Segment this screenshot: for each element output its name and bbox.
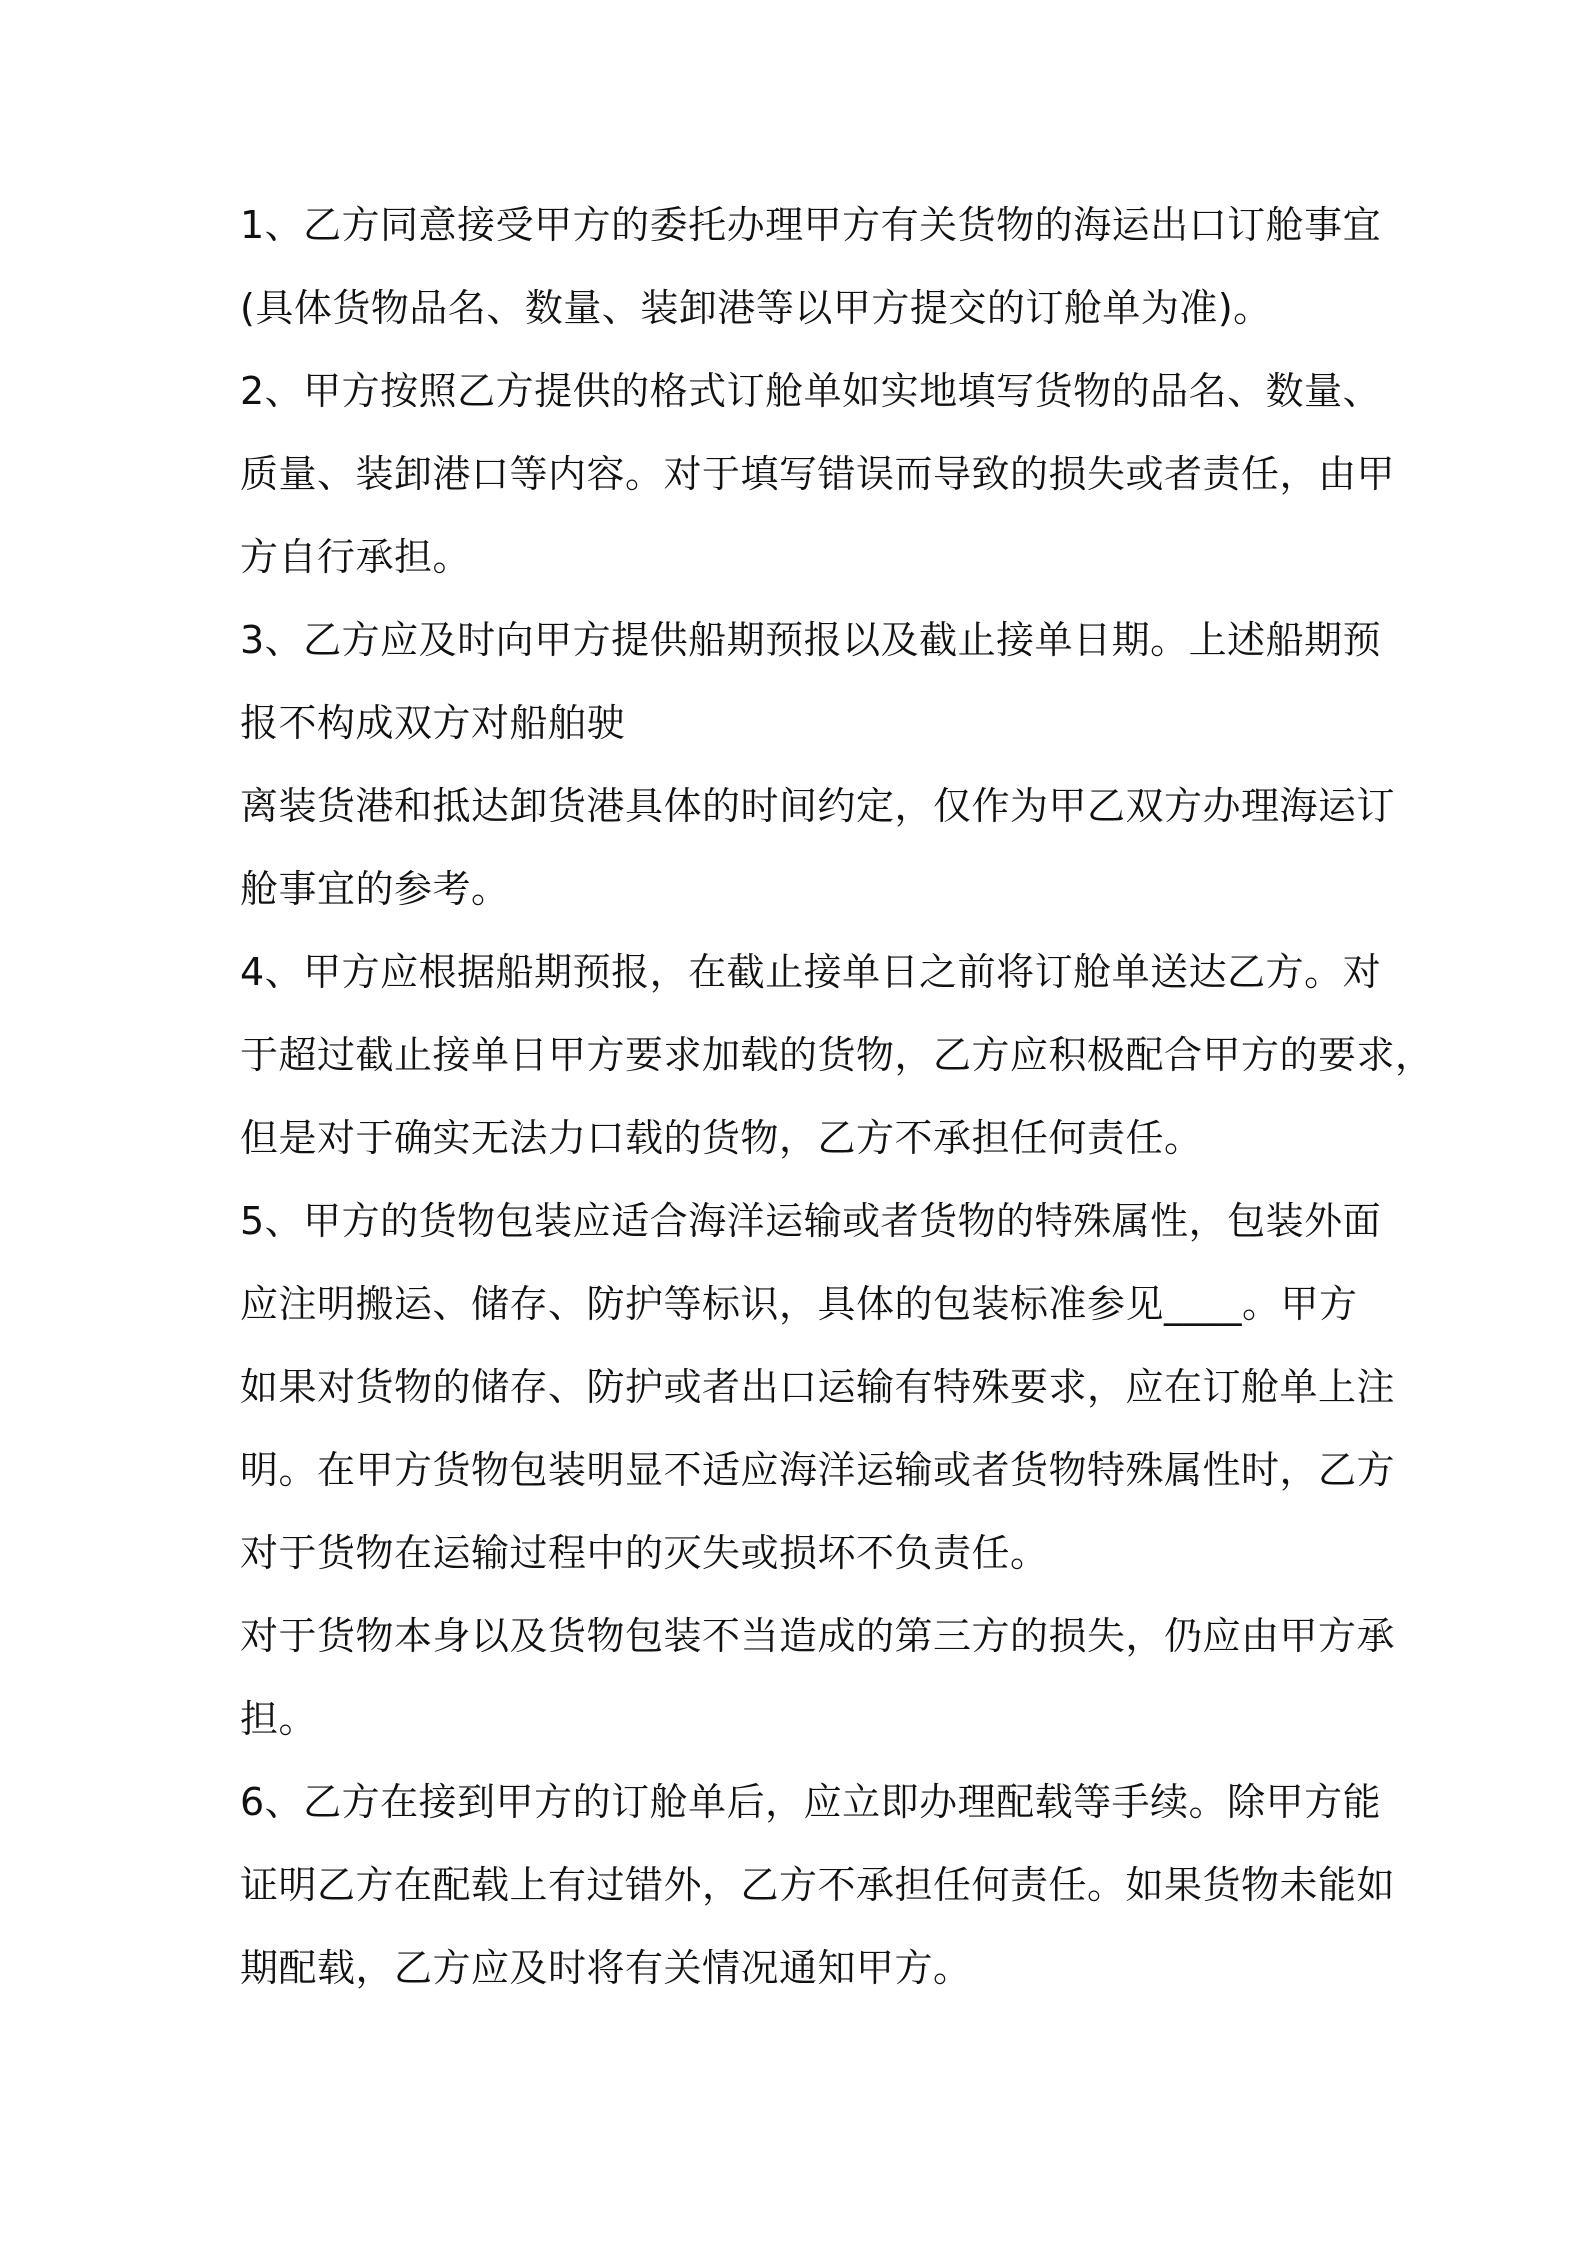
text-line: 如果对货物的储存、防护或者出口运输有特殊要求，应在订舱单上注 xyxy=(240,1365,1396,1409)
text-line: 担。 xyxy=(240,1697,318,1741)
text-line: 5、甲方的货物包装应适合海洋运输或者货物的特殊属性，包装外面 xyxy=(240,1199,1382,1243)
text-line: (具体货物品名、数量、装卸港等以甲方提交的订舱单为准)。 xyxy=(240,286,1272,330)
text-line: 舱事宜的参考。 xyxy=(240,867,510,911)
text-line: 方自行承担。 xyxy=(240,535,472,579)
text-line: 质量、装卸港口等内容。对于填写错误而导致的损失或者责任，由甲 xyxy=(240,452,1396,496)
text-line: 证明乙方在配载上有过错外，乙方不承担任何责任。如果货物未能如 xyxy=(240,1863,1396,1907)
text-line: 报不构成双方对船舶驶 xyxy=(240,701,626,745)
text-line: 于超过截止接单日甲方要求加载的货物，乙方应积极配合甲方的要求， xyxy=(240,1033,1434,1077)
text-line: 1、乙方同意接受甲方的委托办理甲方有关货物的海运出口订舱事宜 xyxy=(240,203,1382,247)
text-line: 2、甲方按照乙方提供的格式订舱单如实地填写货物的品名、数量、 xyxy=(240,369,1382,413)
text-line: 期配载，乙方应及时将有关情况通知甲方。 xyxy=(240,1946,972,1990)
text-line: 但是对于确实无法力口载的货物，乙方不承担任何责任。 xyxy=(240,1116,1203,1160)
text-line: 离装货港和抵达卸货港具体的时间约定，仅作为甲乙双方办理海运订 xyxy=(240,784,1396,828)
text-line: 对于货物在运输过程中的灭失或损坏不负责任。 xyxy=(240,1531,1049,1575)
text-line: 3、乙方应及时向甲方提供船期预报以及截止接单日期。上述船期预 xyxy=(240,618,1382,662)
text-line: 4、甲方应根据船期预报，在截止接单日之前将订舱单送达乙方。对 xyxy=(240,950,1382,994)
text-line: 6、乙方在接到甲方的订舱单后，应立即办理配载等手续。除甲方能 xyxy=(240,1780,1382,1824)
text-line: 明。在甲方货物包装明显不适应海洋运输或者货物特殊属性时，乙方 xyxy=(240,1448,1396,1492)
text-line: 对于货物本身以及货物包装不当造成的第三方的损失，仍应由甲方承 xyxy=(240,1614,1396,1658)
text-line: 应注明搬运、储存、防护等标识，具体的包装标准参见____。甲方 xyxy=(240,1282,1358,1326)
